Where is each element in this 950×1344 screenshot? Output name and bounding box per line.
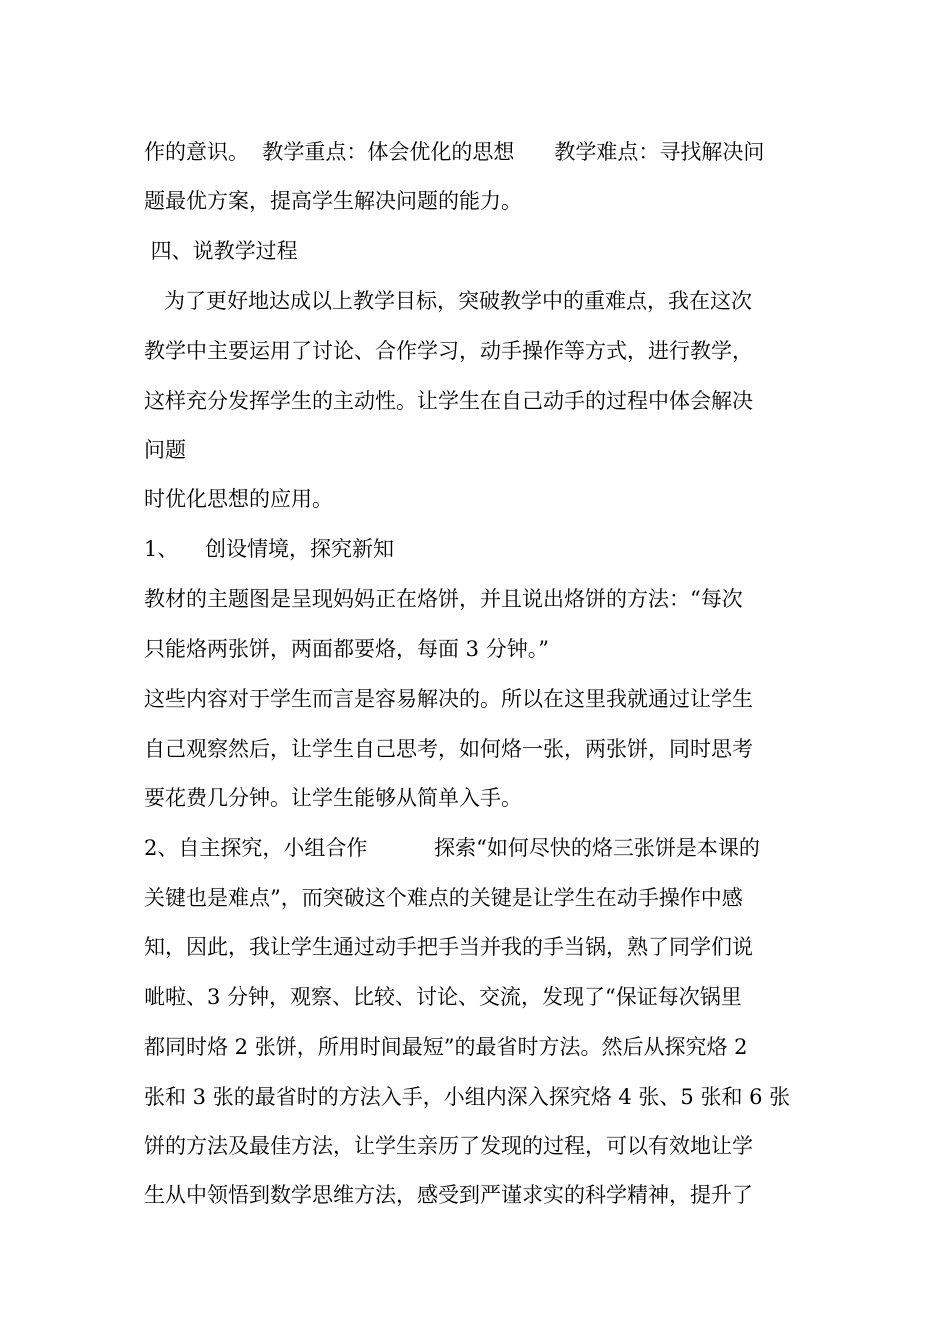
text-line: 都同时烙 2 张饼，所用时间最短”的最省时方法。然后从探究烙 2: [144, 1035, 748, 1059]
text-line: 饼的方法及最佳方法，让学生亲历了发现的过程，可以有效地让学: [144, 1134, 753, 1158]
text-line: 这些内容对于学生而言是容易解决的。所以在这里我就通过让学生: [144, 687, 753, 711]
subsection-heading: 1、 创设情境，探究新知: [144, 537, 395, 561]
text-line: 作的意识。 教学重点：体会优化的思想 教学难点：寻找解决问: [144, 140, 765, 164]
text-line: 关键也是难点”，而突破这个难点的关键是让学生在动手操作中感: [144, 886, 743, 910]
text-line: 问题: [144, 438, 186, 462]
text-line: 题最优方案，提高学生解决问题的能力。: [144, 189, 522, 213]
text-line: 知，因此，我让学生通过动手把手当并我的手当锅，熟了同学们说: [144, 935, 753, 959]
text-line: 这样充分发挥学生的主动性。让学生在自己动手的过程中体会解决: [144, 389, 753, 413]
text-line: 张和 3 张的最省时的方法入手，小组内深入探究烙 4 张、5 张和 6 张: [144, 1085, 791, 1109]
subsection-heading: 2、自主探究，小组合作 探索“如何尽快的烙三张饼是本课的: [144, 836, 760, 860]
text-line: 要花费几分钟。让学生能够从简单入手。: [144, 786, 522, 810]
text-line: 只能烙两张饼，两面都要烙，每面 3 分钟。”: [144, 637, 549, 661]
text-line: 自己观察然后，让学生自己思考，如何烙一张，两张饼，同时思考: [144, 737, 753, 761]
text-line: 生从中领悟到数学思维方法，感受到严谨求实的科学精神，提升了: [144, 1183, 753, 1207]
text-line: 时优化思想的应用。: [144, 487, 333, 511]
text-line: 呲啦、3 分钟，观察、比较、讨论、交流，发现了“保证每次锅里: [144, 985, 742, 1009]
text-line: 为了更好地达成以上教学目标，突破教学中的重难点，我在这次: [144, 289, 753, 313]
section-heading: 四、说教学过程: [144, 239, 298, 263]
text-line: 教材的主题图是呈现妈妈正在烙饼，并且说出烙饼的方法：“每次: [144, 587, 743, 611]
text-line: 教学中主要运用了讨论、合作学习，动手操作等方式，进行教学，: [144, 339, 753, 363]
